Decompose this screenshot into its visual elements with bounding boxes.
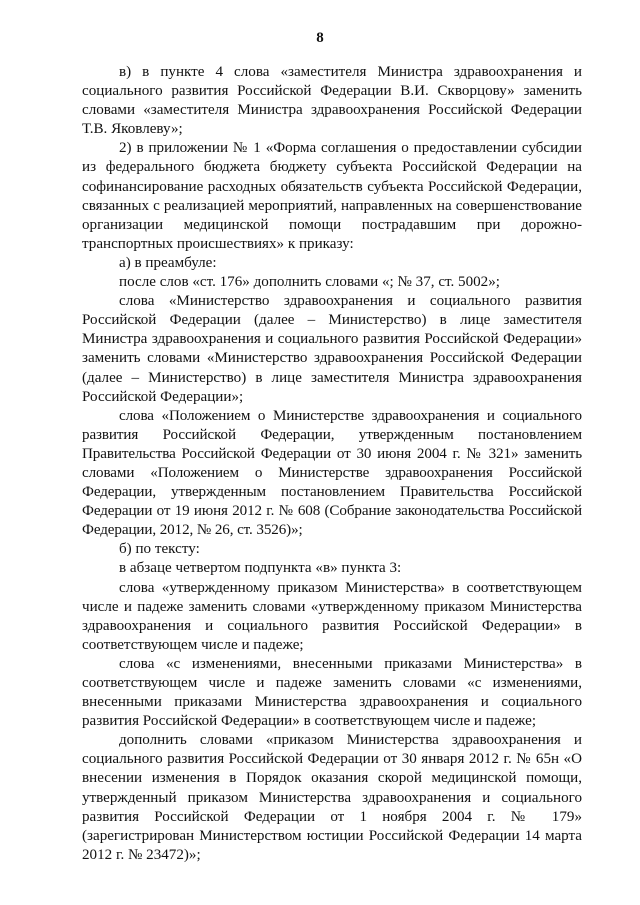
- paragraph-approved-order: слова «утвержденному приказом Министерства» в соответствующем числе и падеже заменить словами «утвержденному приказом Министерства здравоохранения и социального развития Российской Федерации» в соответствующем числе и падеже;: [82, 579, 582, 653]
- paragraph-preamble-addition: после слов «ст. 176» дополнить словами «; № 37, ст. 5002»;: [119, 274, 500, 291]
- paragraph-item-v: в) в пункте 4 слова «заместителя Министра здравоохранения и социального развития Российской Федерации В.И. Скворцову» заменить словами «заместителя Министра здравоохранения Российской Федерации Т.В. Яковлеву»;: [82, 64, 582, 138]
- paragraph-regulation-replacement: слова «Положением о Министерстве здравоохранения и социального развития Российской Федерации, утвержденным постановлением Правительства Российской Федерации от 30 июня 2004 г. № 321» заменить словами «Положением о Министерстве здравоохранения Российской Федерации, утвержденным постановлением Правительства Российской Федерации от 19 июня 2012 г. № 608 (Собрание законодательства Российской Федерации, 2012, № 26, ст. 3526)»;: [82, 407, 582, 539]
- paragraph-ministry-replacement: слова «Министерство здравоохранения и социального развития Российской Федерации (далее – Министерство) в лице заместителя Министра здравоохранения и социального развития Российской Федерации» заменить словами «Министерство здравоохранения Российской Федерации (далее – Министерство) в лице заместителя Министра здравоохранения Российской Федерации»;: [82, 293, 582, 405]
- paragraph-appendix-1: 2) в приложении № 1 «Форма соглашения о предоставлении субсидии из федерального бюджета бюджету субъекта Российской Федерации на софинансирование расходных обязательств субъекта Российской Федерации, связанных с реализацией мероприятий, направленных на совершенствование организации медицинской помощи пострадавшим при дорожно-транспортных происшествиях» к приказу:: [82, 140, 582, 252]
- paragraph-preamble-heading: а) в преамбуле:: [119, 254, 217, 271]
- paragraph-text-heading: б) по тексту:: [119, 541, 200, 558]
- paragraph-amendments: слова «с изменениями, внесенными приказами Министерства» в соответствующем числе и падеже заменить словами «с изменениями, внесенными приказами Министерства здравоохранения и социального развития Российской Федерации» в соответствующем числе и падеже;: [82, 655, 582, 730]
- document-body: [82, 63, 582, 865]
- paragraph-supplement: дополнить словами «приказом Министерства здравоохранения и социального развития Российской Федерации от 30 января 2012 г. № 65н «О внесении изменения в Порядок оказания скорой медицинской помощи, утвержденный приказом Министерства здравоохранения и социального развития Российской Федерации от 1 ноября 2004 г. № 179» (зарегистрирован Министерством юстиции Российской Федерации 14 марта 2012 г. № 23472)»;: [82, 732, 582, 863]
- page-number: 8: [316, 30, 324, 46]
- paragraph-subitem-heading: в абзаце четвертом подпункта «в» пункта 3:: [119, 560, 402, 577]
